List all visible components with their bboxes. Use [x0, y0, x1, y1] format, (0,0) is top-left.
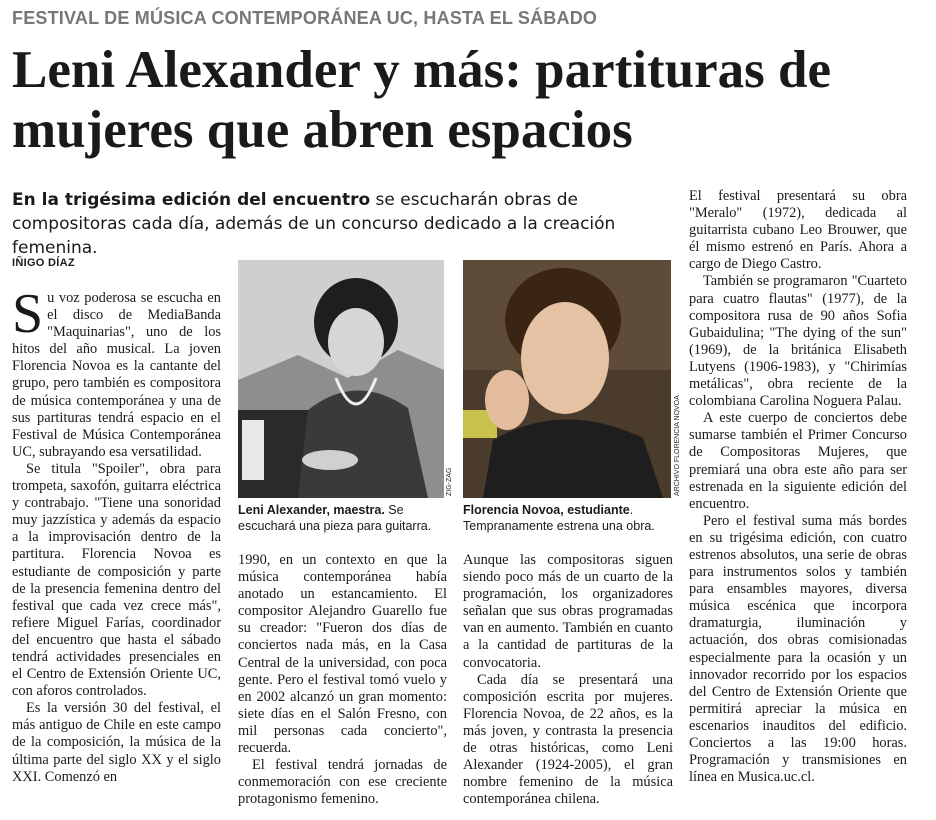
paragraph: Su voz poderosa se escucha en el disco de MediaBanda "Maquinarias", uno de los hitos del año musical. La joven Florencia Novoa es la cantante del grupo, pero también es compositora de música contemporánea y una de sus partituras tendrá espacio en el Festival de Música Contemporánea UC, subrayando esa versatilidad. — [12, 283, 221, 460]
deck-lead: En la trigésima edición del encuentro — [12, 190, 371, 210]
paragraph: 1990, en un contexto en que la música contemporánea había anotado un estancamiento. El compositor Alejandro Guarello fue su creador: "Fueron dos días de conciertos nada más, en la Casa Central de la universidad, con poca gente. Pero el festival tomó vuelo y en 2002 alcanzó un gran momento: siete días en el Salón Fresno, con mil personas cada concierto", recuerda. — [238, 552, 447, 757]
drop-cap: S — [12, 283, 44, 345]
page-title: Leni Alexander y más: partituras de mujeres que abren espacios — [12, 41, 832, 159]
photo-caption — [238, 502, 450, 534]
photo-credit: ZIG-ZAG — [446, 467, 453, 496]
paragraph: El festival tendrá jornadas de conmemoración con ese creciente protagonismo femenino. — [238, 757, 447, 808]
article-column-3 — [238, 552, 447, 808]
florencia-novoa-photo — [463, 260, 671, 498]
paragraph: Es la versión 30 del festival, el más antiguo de Chile en este campo de la composición, la música de la última parte del siglo XX y el siglo XXI. Comenzó en — [12, 700, 221, 785]
leni-alexander-portrait-image — [238, 260, 444, 498]
paragraph: También se programaron "Cuarteto para cuatro flautas" (1977), de la compositora rusa de 90 años Sofia Gubaidulina; "The dying of the sun" (1969), de la británica Elisabeth Lutyens (1906-1983), y "Chirimías metálicas", obra reciente de la colombiana Carolina Noguera Palau. — [689, 273, 907, 410]
caption-text: Se escuchará una pieza para guitarra. — [238, 503, 432, 533]
photo-caption — [463, 502, 675, 534]
caption-name: Leni Alexander, maestra. — [238, 503, 385, 517]
caption-text: . Tempranamente estrena una obra. — [463, 503, 655, 533]
paragraph: A este cuerpo de conciertos debe sumarse también el Primer Concurso de Compositoras Mujeres, que premiará una obra este año para ser estrenada en la siguiente edición del encuentro. — [689, 410, 907, 512]
article-column-5 — [689, 188, 907, 786]
paragraph: Pero el festival suma más bordes en su trigésima edición, con cuatro estrenos absolutos, una serie de obras para instrumentos solos y también para ensambles mayores, diversa música escénica que incorpora dramaturgia, iluminación y actuación, dos obras comisionadas especialmente para la ocasión y un innovador recorrido por los espacios del Centro de Extensión Oriente que permitirá apreciar la música en escenarios inauditos del edificio. Conciertos a las 19:00 horas. Programación y transmisiones en línea en Musica.uc.cl. — [689, 512, 907, 786]
article-column-4 — [463, 552, 673, 808]
deck-text: se escucharán obras de compositoras cada día, además de un concurso dedicado a la creación femenina. — [12, 190, 616, 258]
paragraph: Aunque las compositoras siguen siendo poco más de un cuarto de la programación, los organizadores señalan que sus obras programadas van en aumento. También en cuanto a la cantidad de partituras de la convocatoria. — [463, 552, 673, 671]
byline: IÑIGO DÍAZ — [12, 257, 75, 269]
paragraph: El festival presentará su obra "Meralo" (1972), dedicada al guitarrista cubano Leo Brouwer, que él mismo estrenó en París. Ahora a cargo de Diego Castro. — [689, 188, 907, 273]
paragraph: Cada día se presentará una composición escrita por mujeres. Florencia Novoa, de 22 años, es la más joven, y contrasta la presencia de otras históricas, como Leni Alexander (1924-2005), el gran nombre femenino de la música contemporánea chilena. — [463, 671, 673, 808]
caption-name: Florencia Novoa, estudiante — [463, 503, 630, 517]
paragraph: Se titula "Spoiler", obra para trompeta, saxofón, guitarra eléctrica y contrabajo. "Tiene una sonoridad muy jazzística y además da espacio a la improvisación dentro de la partitura. Florencia Novoa es estudiante de composición y parte de la presencia femenina dentro del festival que cada vez crece más", refiere Miguel Farías, coordinador del encuentro que hasta el sábado tendrá actividades presenciales en el Centro de Extensión Oriente UC, con aforos controlados. — [12, 460, 221, 700]
article-deck — [12, 188, 677, 260]
leni-alexander-photo — [238, 260, 444, 498]
florencia-novoa-portrait-image — [463, 260, 671, 498]
article-column-1 — [12, 283, 221, 786]
photo-credit: ARCHIVO FLORENCIA NOVOA — [674, 395, 681, 496]
section-kicker: FESTIVAL DE MÚSICA CONTEMPORÁNEA UC, HASTA EL SÁBADO — [12, 8, 598, 28]
